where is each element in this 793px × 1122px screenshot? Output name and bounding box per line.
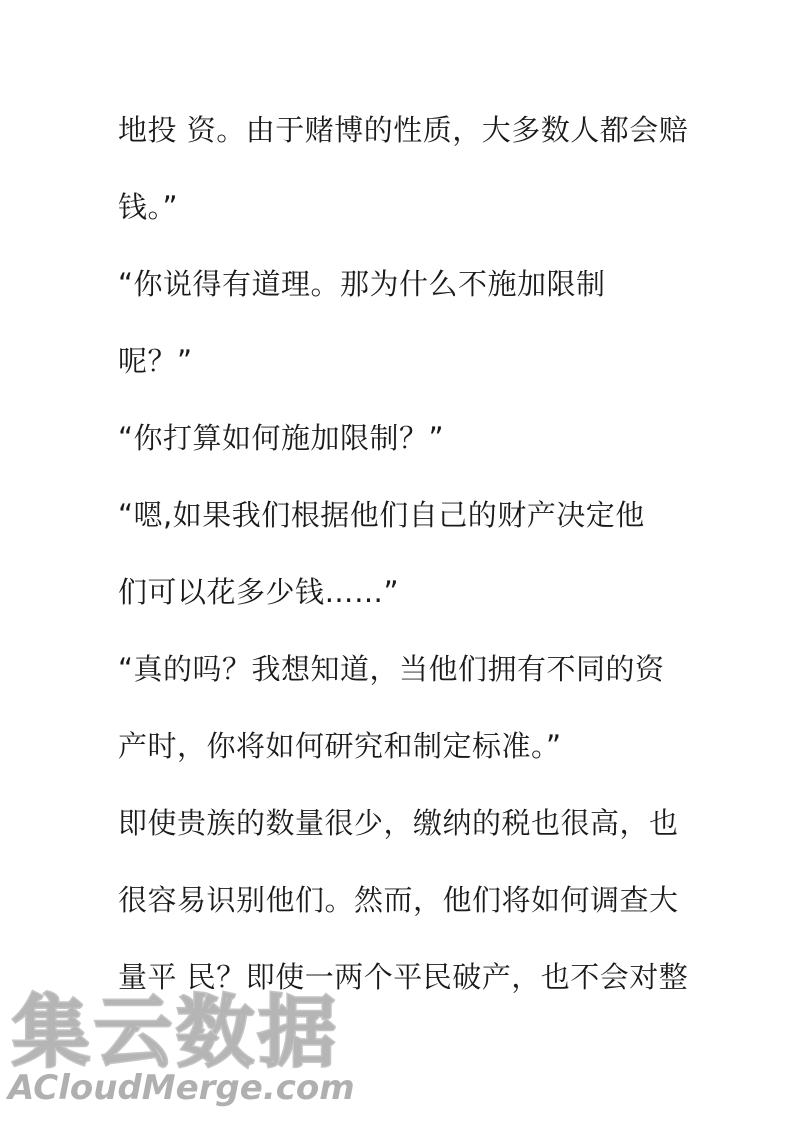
text-line: 钱。” (118, 190, 179, 224)
text-line: 地投 资。由于赌博的性质，大多数人都会赔 (118, 113, 689, 147)
text-line: 量平 民？即使一两个平民破产，也不会对整 (118, 960, 689, 994)
watermark (0, 988, 420, 1122)
text-line: 产时，你将如何研究和制定标准。” (118, 729, 562, 763)
text-line: “嗯,如果我们根据他们自己的财产决定他 (118, 498, 645, 532)
text-line: 们可以花多少钱……” (118, 575, 400, 609)
watermark-english-text: ACloudMerge.com (8, 1068, 355, 1108)
text-line: “真的吗？我想知道，当他们拥有不同的资 (118, 652, 665, 686)
text-line: 很容易识别他们。然而，他们将如何调查大 (118, 883, 679, 917)
body-text (118, 104, 689, 1028)
text-line: “你说得有道理。那为什么不施加限制 (118, 267, 606, 301)
text-line: 呢？” (118, 344, 193, 378)
watermark-chinese-text: 集云数据 (12, 988, 341, 1078)
text-line: 即使贵族的数量很少，缴纳的税也很高，也 (118, 806, 679, 840)
text-line: “你打算如何施加限制？” (118, 421, 445, 455)
